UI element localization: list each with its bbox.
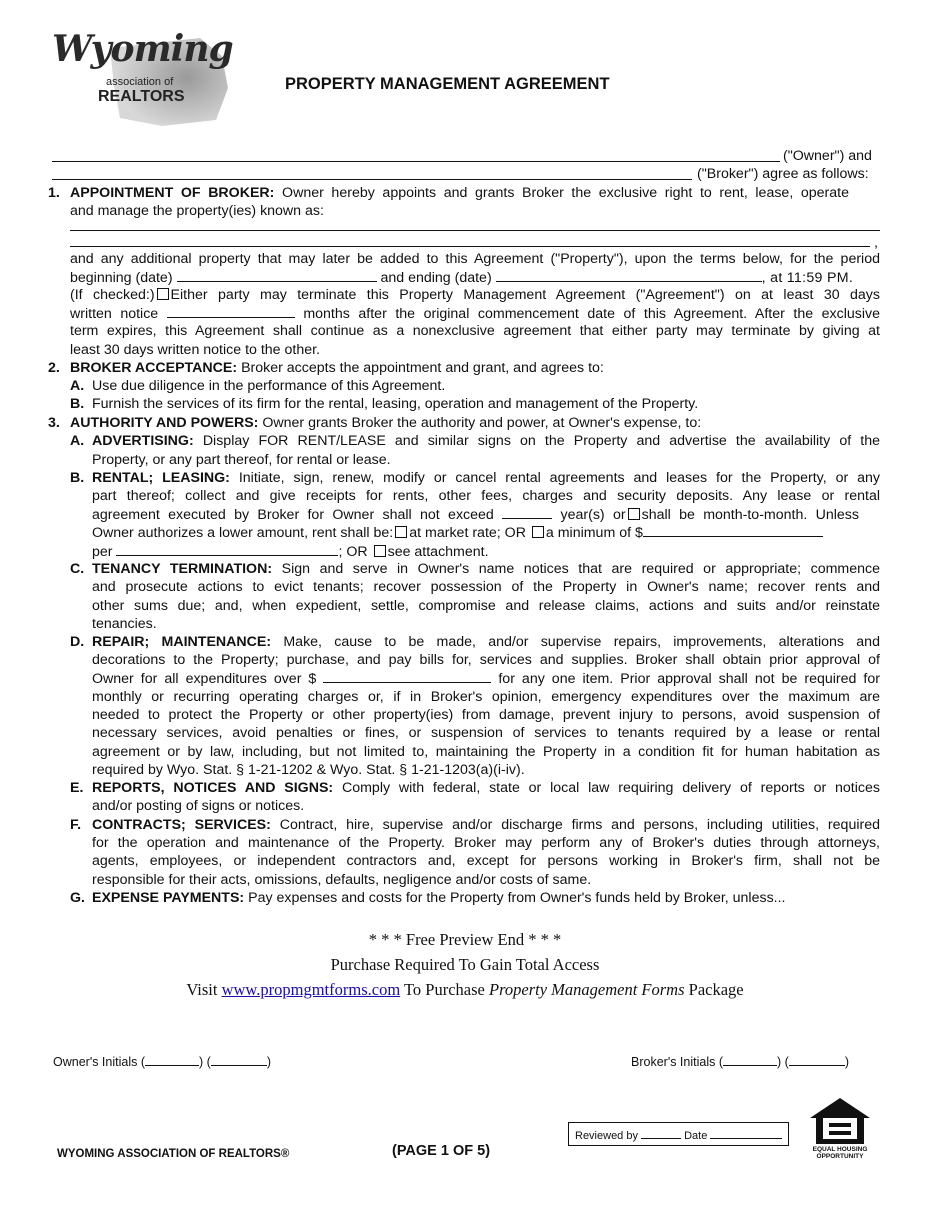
s1-line-6: written notice months after the original commencement date of this Agreement. After the exclusive	[70, 306, 881, 322]
s3-a-2: Property, or any part thereof, for rental or lease.	[92, 452, 391, 468]
s3-f-4: responsible for their acts, omissions, defaults, negligence and/or costs of same.	[92, 872, 592, 888]
broker-initials-field-1[interactable]	[723, 1055, 777, 1066]
owner-name-line[interactable]	[52, 161, 780, 162]
expenditure-limit-field[interactable]	[323, 669, 491, 683]
market-rate-checkbox[interactable]	[395, 526, 407, 538]
s3-d-4: monthly or recurring operating charges or, if in Broker's opinion, emergency expenditures over the maximum are	[92, 689, 880, 705]
s3-b-4: Owner authorizes a lower amount, rent shall be: at market rate; OR a minimum of $	[92, 523, 823, 542]
section-number: 1.	[48, 185, 60, 201]
broker-initials-field-2[interactable]	[789, 1055, 845, 1066]
comma: ,	[874, 235, 878, 251]
s1-line-7: term expires, this Agreement shall continue as a nonexclusive agreement that either party may terminate by giving at	[70, 323, 880, 339]
s3-b-2: part thereof; collect and give receipts for rents, other fees, charges and security deposits. Any lease or rental	[92, 488, 880, 504]
s3-b-1: RENTAL; LEASING: Initiate, sign, renew, modify or cancel rental agreements and leases for the Property, or any	[92, 470, 880, 486]
item-label: A.	[70, 378, 85, 394]
review-date-field[interactable]	[710, 1129, 782, 1139]
item-label: B.	[70, 470, 85, 486]
logo-sub2: REALTORS	[98, 88, 185, 105]
s3-line: AUTHORITY AND POWERS: Owner grants Broker the authority and power, at Owner's expense, to:	[70, 415, 702, 431]
broker-name-line[interactable]	[52, 179, 692, 180]
terminate-checkbox[interactable]	[157, 288, 169, 300]
purchase-required-notice: Purchase Required To Gain Total Access	[330, 955, 600, 974]
page-number: (PAGE 1 OF 5)	[392, 1143, 491, 1159]
association-footer: WYOMING ASSOCIATION OF REALTORS®	[57, 1148, 290, 1160]
purchase-link-line: Visit www.propmgmtforms.com To Purchase Property Management Forms Package	[186, 980, 744, 999]
s2-a: Use due diligence in the performance of this Agreement.	[92, 378, 446, 394]
minimum-rent-checkbox[interactable]	[532, 526, 544, 538]
date-label: Date	[684, 1130, 708, 1142]
reviewed-by-field[interactable]	[641, 1129, 681, 1139]
s1-line-8: least 30 days written notice to the other.	[70, 342, 321, 358]
section-number: 3.	[48, 415, 60, 431]
equal-housing-logo	[808, 1096, 872, 1162]
s3-c-3: other sums due; and, when expedient, settle, compromise and release claims, actions and suits and/or reinstate	[92, 598, 880, 614]
s3-f-3: agents, employees, or independent contractors and, except for persons working in Broker's firm, shall not be	[92, 853, 880, 869]
reviewed-by-label: Reviewed by	[575, 1130, 638, 1142]
item-label: C.	[70, 561, 85, 577]
page-title: PROPERTY MANAGEMENT AGREEMENT	[285, 75, 610, 93]
s3-g-1: EXPENSE PAYMENTS: Pay expenses and costs for the Property from Owner's funds held by Broker, unless...	[92, 890, 786, 906]
s1-line-3: and any additional property that may later be added to this Agreement ("Property"), upon the terms below, for the period	[70, 251, 880, 267]
s3-a-1: ADVERTISING: Display FOR RENT/LEASE and similar signs on the Property and advertise the availability of the	[92, 433, 880, 449]
equal-housing-icon	[808, 1096, 872, 1146]
broker-initials: Broker's Initials ( ) ( )	[631, 1055, 849, 1069]
s3-d-1: REPAIR; MAINTENANCE: Make, cause to be made, and/or supervise repairs, improvements, alterations and	[92, 634, 880, 650]
max-lease-years-field[interactable]	[502, 505, 552, 519]
section-heading: APPOINTMENT OF BROKER:	[70, 185, 275, 201]
logo-sub1: association of	[106, 76, 174, 88]
begin-date-field[interactable]	[177, 268, 377, 282]
s1-line-4: beginning (date) and ending (date) , at 11:59 PM.	[70, 270, 854, 286]
owner-initials-field-2[interactable]	[211, 1055, 267, 1066]
equal-housing-text: EQUAL HOUSING OPPORTUNITY	[812, 1146, 868, 1160]
s3-e-2: and/or posting of signs or notices.	[92, 798, 305, 814]
s3-d-5: needed to protect the Property or other property(ies) from damage, prevent injury to persons, avoid suspension of	[92, 707, 880, 723]
s1-line-5: (If checked:) Either party may terminate this Property Management Agreement ("Agreement") on at least 30 days	[70, 287, 880, 303]
owner-label: ("Owner") and	[783, 148, 872, 164]
preview-end-notice: * * * Free Preview End * * *	[368, 930, 562, 949]
property-address-line-2[interactable]	[70, 246, 870, 247]
s3-c-4: tenancies.	[92, 616, 157, 632]
logo-brand: Wyoming	[52, 28, 233, 70]
s3-e-1: REPORTS, NOTICES AND SIGNS: Comply with federal, state or local law requiring delivery of reports or notices	[92, 780, 880, 796]
item-label: D.	[70, 634, 85, 650]
item-label: E.	[70, 780, 84, 796]
s3-c-2: and prosecute actions to evict tenants; recover possession of the Property in Owner's name; recover rents and	[92, 579, 880, 595]
s3-d-7: agreement or by law, including, but not limited to, maintaining the Property in a condition fit for human habitation as	[92, 744, 880, 760]
rent-period-field[interactable]	[116, 542, 338, 556]
s3-d-8: required by Wyo. Stat. § 1-21-1202 & Wyo. Stat. § 1-21-1203(a)(i-iv).	[92, 762, 525, 778]
item-label: F.	[70, 817, 82, 833]
s3-b-3: agreement executed by Broker for Owner shall not exceed year(s) or shall be month-to-month. Unless	[92, 507, 859, 523]
s3-f-2: for the operation and maintenance of the Property. Broker may perform any of Broker's duties through attorneys,	[92, 835, 880, 851]
end-date-field[interactable]	[496, 268, 762, 282]
section-heading: BROKER ACCEPTANCE:	[70, 360, 238, 376]
see-attachment-checkbox[interactable]	[374, 545, 386, 557]
s3-f-1: CONTRACTS; SERVICES: Contract, hire, supervise and/or discharge firms and persons, including utilities, required	[92, 817, 880, 833]
review-box	[568, 1122, 789, 1146]
month-to-month-checkbox[interactable]	[628, 508, 640, 520]
association-logo	[50, 26, 233, 126]
purchase-link[interactable]: www.propmgmtforms.com	[221, 980, 401, 999]
s3-b-5: per ; OR see attachment.	[92, 544, 489, 560]
s3-d-3: Owner for all expenditures over $ for any one item. Prior approval shall not be required for	[92, 671, 880, 687]
s1-line-1: APPOINTMENT OF BROKER: Owner hereby appoints and grants Broker the exclusive right to rent, lease, operate	[70, 185, 849, 201]
item-label: A.	[70, 433, 85, 449]
s2-line: BROKER ACCEPTANCE: Broker accepts the appointment and grant, and agrees to:	[70, 360, 604, 376]
notice-months-field[interactable]	[167, 304, 295, 318]
item-label: G.	[70, 890, 85, 906]
s3-d-6: necessary services, avoid penalties or fines, or suspension of services to tenants required by a lease or rental	[92, 725, 880, 741]
s3-c-1: TENANCY TERMINATION: Sign and serve in Owner's name notices that are required or appropriate; commence	[92, 561, 880, 577]
section-number: 2.	[48, 360, 60, 376]
owner-initials-field-1[interactable]	[145, 1055, 199, 1066]
minimum-rent-field[interactable]	[643, 523, 823, 537]
broker-label: ("Broker") agree as follows:	[697, 166, 869, 182]
section-heading: AUTHORITY AND POWERS:	[70, 415, 259, 431]
s1-line-2: and manage the property(ies) known as:	[70, 203, 324, 219]
owner-initials: Owner's Initials ( ) ( )	[53, 1055, 271, 1069]
s3-d-2: decorations to the Property; purchase, and pay bills for, services and supplies. Broker shall obtain prior approval of	[92, 652, 880, 668]
property-address-line-1[interactable]	[70, 230, 880, 231]
item-label: B.	[70, 396, 85, 412]
s2-b: Furnish the services of its firm for the rental, leasing, operation and management of the Property.	[92, 396, 699, 412]
